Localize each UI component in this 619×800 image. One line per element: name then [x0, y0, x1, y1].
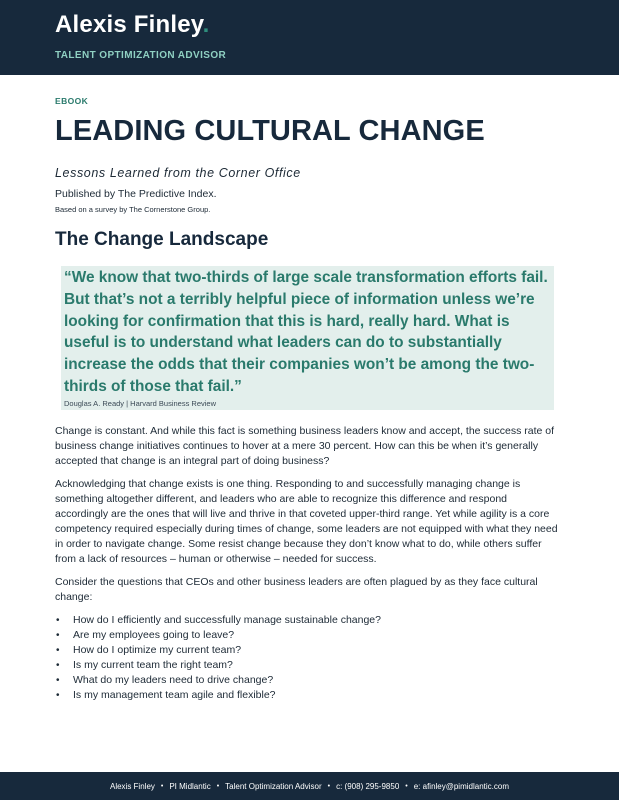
doc-published: Published by The Predictive Index. — [55, 188, 217, 200]
author-name — [55, 11, 209, 39]
question-list — [55, 613, 560, 703]
paragraph: Consider the questions that CEOs and other business leaders are often plagued by as they face cultural change: — [55, 575, 538, 603]
footer-separator: • — [327, 782, 331, 790]
document-body — [55, 96, 560, 703]
doc-kicker: EBOOK — [55, 96, 89, 106]
author-name-dot: . — [202, 11, 210, 38]
list-item: • Is my current team the right team? — [55, 658, 560, 673]
footer-role: Talent Optimization Advisor — [225, 781, 322, 791]
footer-company: PI Midlantic — [169, 781, 211, 791]
footer-separator: • — [405, 782, 408, 790]
author-subtitle: TALENT OPTIMIZATION ADVISOR — [55, 50, 227, 61]
footer-separator: • — [216, 782, 220, 790]
footer-email-link[interactable]: e: afinley@pimidlantic.com — [413, 781, 509, 791]
page-header — [0, 0, 619, 75]
paragraph: Change is constant. And while this fact is something business leaders know and accept, the success rate of business change initiatives continues to hover at a mere 30 percent. How can this be when it’s generally accepted that change is an integral part of doing business? — [55, 424, 555, 467]
list-item: • What do my leaders need to drive change? — [55, 673, 560, 688]
author-name-text: Alexis Finley — [55, 11, 203, 38]
list-item: • Is my management team agile and flexible? — [55, 688, 560, 703]
page-footer — [0, 772, 619, 800]
paragraph: Acknowledging that change exists is one thing. Responding to and successfully managing change is something altogether different, and leaders who are able to recognize this difference and respond accordingly are the ones that will live and thrive in that coveted upper-third range. Yet while agility is a core competency required especially during times of change, some leaders are not equipped with what they need in order to navigate change. Some resist change because they don’t know what to do, while others suffer from a lack of resources – human or otherwise – needed for success. — [55, 477, 558, 565]
list-item: • Are my employees going to leave? — [55, 628, 560, 643]
list-item: • How do I optimize my current team? — [55, 643, 560, 658]
quote-text: “We know that two-thirds of large scale transformation efforts fail. But that’s not a terribly helpful piece of information unless we’re looking for confirmation that this is hard, really hard. What is useful is to understand what leaders can do to substantially increase the odds that their companies won’t be among the two-thirds of those that fail.” — [64, 269, 548, 395]
doc-title: LEADING CULTURAL CHANGE — [55, 115, 485, 147]
pull-quote — [61, 266, 554, 410]
footer-separator: • — [160, 782, 164, 790]
doc-lead: Lessons Learned from the Corner Office — [55, 166, 301, 180]
footer-name: Alexis Finley — [109, 781, 155, 791]
doc-based-on: Based on a survey by The Cornerstone Group. — [55, 205, 211, 214]
quote-source: Douglas A. Ready | Harvard Business Review — [64, 398, 217, 408]
section-title: The Change Landscape — [55, 229, 269, 250]
footer-phone: c: (908) 295-9850 — [336, 781, 400, 791]
list-item: • How do I efficiently and successfully manage sustainable change? — [55, 613, 560, 628]
